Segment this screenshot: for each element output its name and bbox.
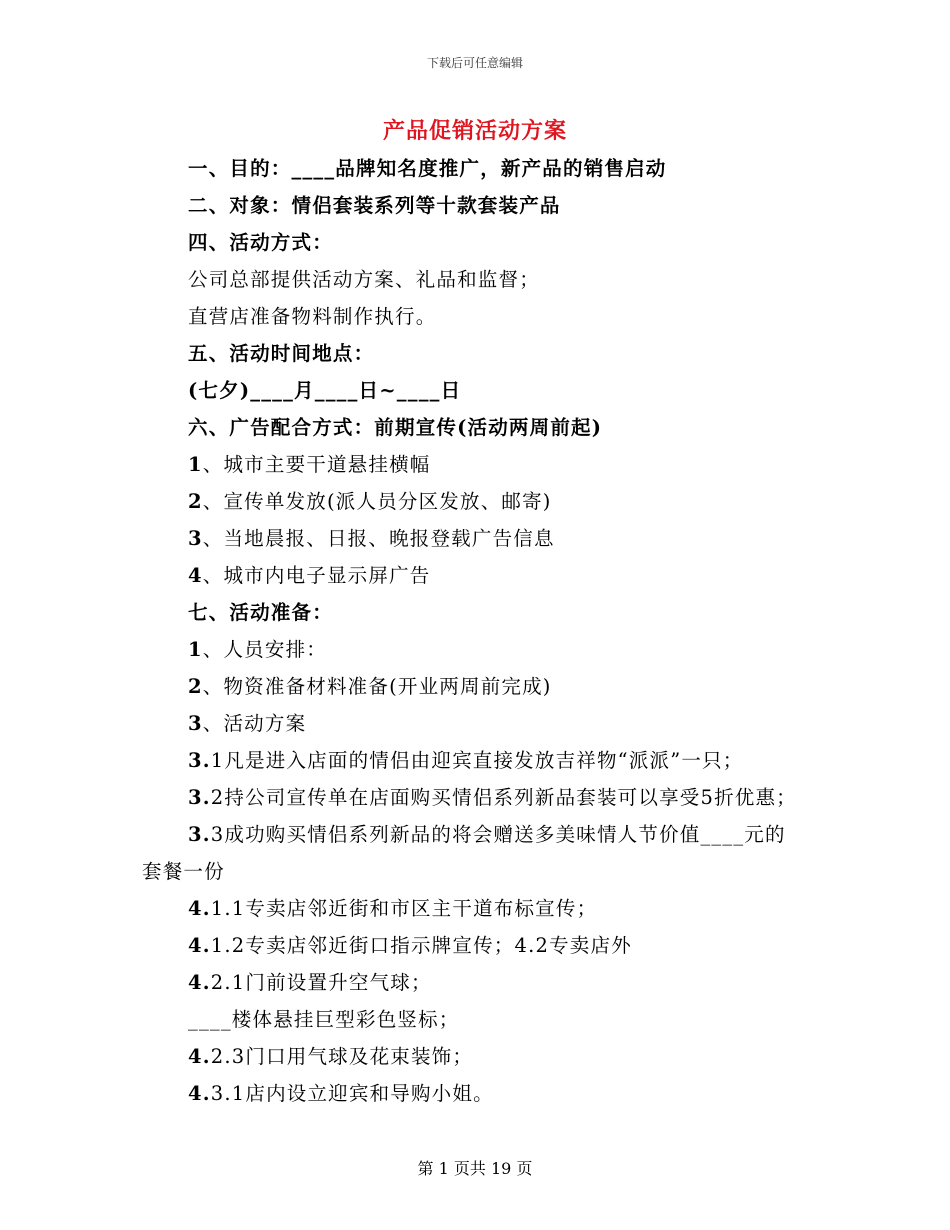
line-text: 2.1门前设置升空气球； (210, 971, 432, 994)
line-number: 3 (188, 527, 203, 550)
body-line (188, 1007, 460, 1033)
line-text: 套餐一份 (142, 860, 225, 883)
line-text: 四、活动方式： (188, 231, 333, 254)
line-number: 4. (188, 897, 211, 920)
line-text: 六、广告配合方式：前期宣传(活动两周前起) (188, 416, 603, 439)
line-text: 2持公司宣传单在店面购买情侣系列新品套装可以享受5折优惠； (210, 786, 797, 809)
list-item (188, 970, 432, 996)
line-text: 五、活动时间地点： (188, 342, 375, 365)
list-item (188, 822, 786, 848)
line-text: 、人员安排： (202, 638, 327, 661)
date-line (188, 378, 461, 404)
line-text: 七、活动准备： (188, 601, 333, 624)
section-target (188, 193, 561, 219)
line-text: 1凡是进入店面的情侣由迎宾直接发放吉祥物“派派”一只； (210, 749, 744, 772)
line-number: 3. (188, 786, 211, 809)
header-note: 下载后可任意编辑 (426, 56, 523, 70)
line-number: 1 (188, 453, 203, 476)
line-number: 4. (188, 934, 211, 957)
line-number: 3. (188, 823, 211, 846)
line-text: 、城市内电子显示屏广告 (202, 564, 431, 587)
line-number: 2 (188, 490, 203, 513)
line-text: 1.1专卖店邻近街和市区主干道布标宣传； (210, 897, 598, 920)
continuation-line (142, 859, 225, 885)
line-text: 二、对象：情侣套装系列等十款套装产品 (188, 194, 561, 217)
line-number: 3. (188, 749, 211, 772)
line-text: 公司总部提供活动方案、礼品和监督； (188, 268, 540, 291)
section-purpose (188, 156, 667, 182)
section-preparation (188, 600, 333, 626)
page-number: 第 1 页共 19 页 (417, 1159, 533, 1178)
body-line (188, 267, 540, 293)
section-advertising (188, 415, 602, 441)
list-item (188, 711, 306, 737)
line-text: 、当地晨报、日报、晚报登载广告信息 (202, 527, 555, 550)
line-text: 、宣传单发放(派人员分区发放、邮寄) (202, 490, 552, 513)
line-number: 4. (188, 1045, 211, 1068)
list-item (188, 1044, 473, 1070)
list-item (188, 785, 797, 811)
list-item (188, 452, 430, 478)
document-title: 产品促销活动方案 (382, 118, 567, 144)
line-text: 3.1店内设立迎宾和导购小姐。 (210, 1082, 494, 1105)
line-number: 4. (188, 971, 211, 994)
line-text: ____楼体悬挂巨型彩色竖标； (188, 1008, 460, 1031)
list-item (188, 489, 552, 515)
list-item (188, 637, 327, 663)
line-text: 1.2专卖店邻近街口指示牌宣传；4.2专卖店外 (210, 934, 632, 957)
list-item (188, 748, 744, 774)
line-text: 一、目的：____品牌知名度推广，新产品的销售启动 (188, 157, 667, 180)
line-number: 4. (188, 1082, 211, 1105)
line-text: 直营店准备物料制作执行。 (188, 305, 437, 328)
line-number: 2 (188, 675, 203, 698)
line-number: 3 (188, 712, 203, 735)
line-text: (七夕)____月____日~____日 (188, 379, 462, 402)
list-item (188, 563, 430, 589)
line-text: 2.3门口用气球及花束装饰； (210, 1045, 474, 1068)
list-item (188, 896, 597, 922)
line-text: 3成功购买情侣系列新品的将会赠送多美味情人节价值____元的 (210, 823, 786, 846)
line-number: 1 (188, 638, 203, 661)
line-text: 、物资准备材料准备(开业两周前完成) (202, 675, 552, 698)
list-item (188, 1081, 494, 1107)
list-item (188, 526, 555, 552)
list-item (188, 933, 632, 959)
list-item (188, 674, 552, 700)
line-number: 4 (188, 564, 203, 587)
body-line (188, 304, 436, 330)
line-text: 、城市主要干道悬挂横幅 (202, 453, 431, 476)
section-method (188, 230, 333, 256)
section-time-place (188, 341, 374, 367)
line-text: 、活动方案 (202, 712, 307, 735)
